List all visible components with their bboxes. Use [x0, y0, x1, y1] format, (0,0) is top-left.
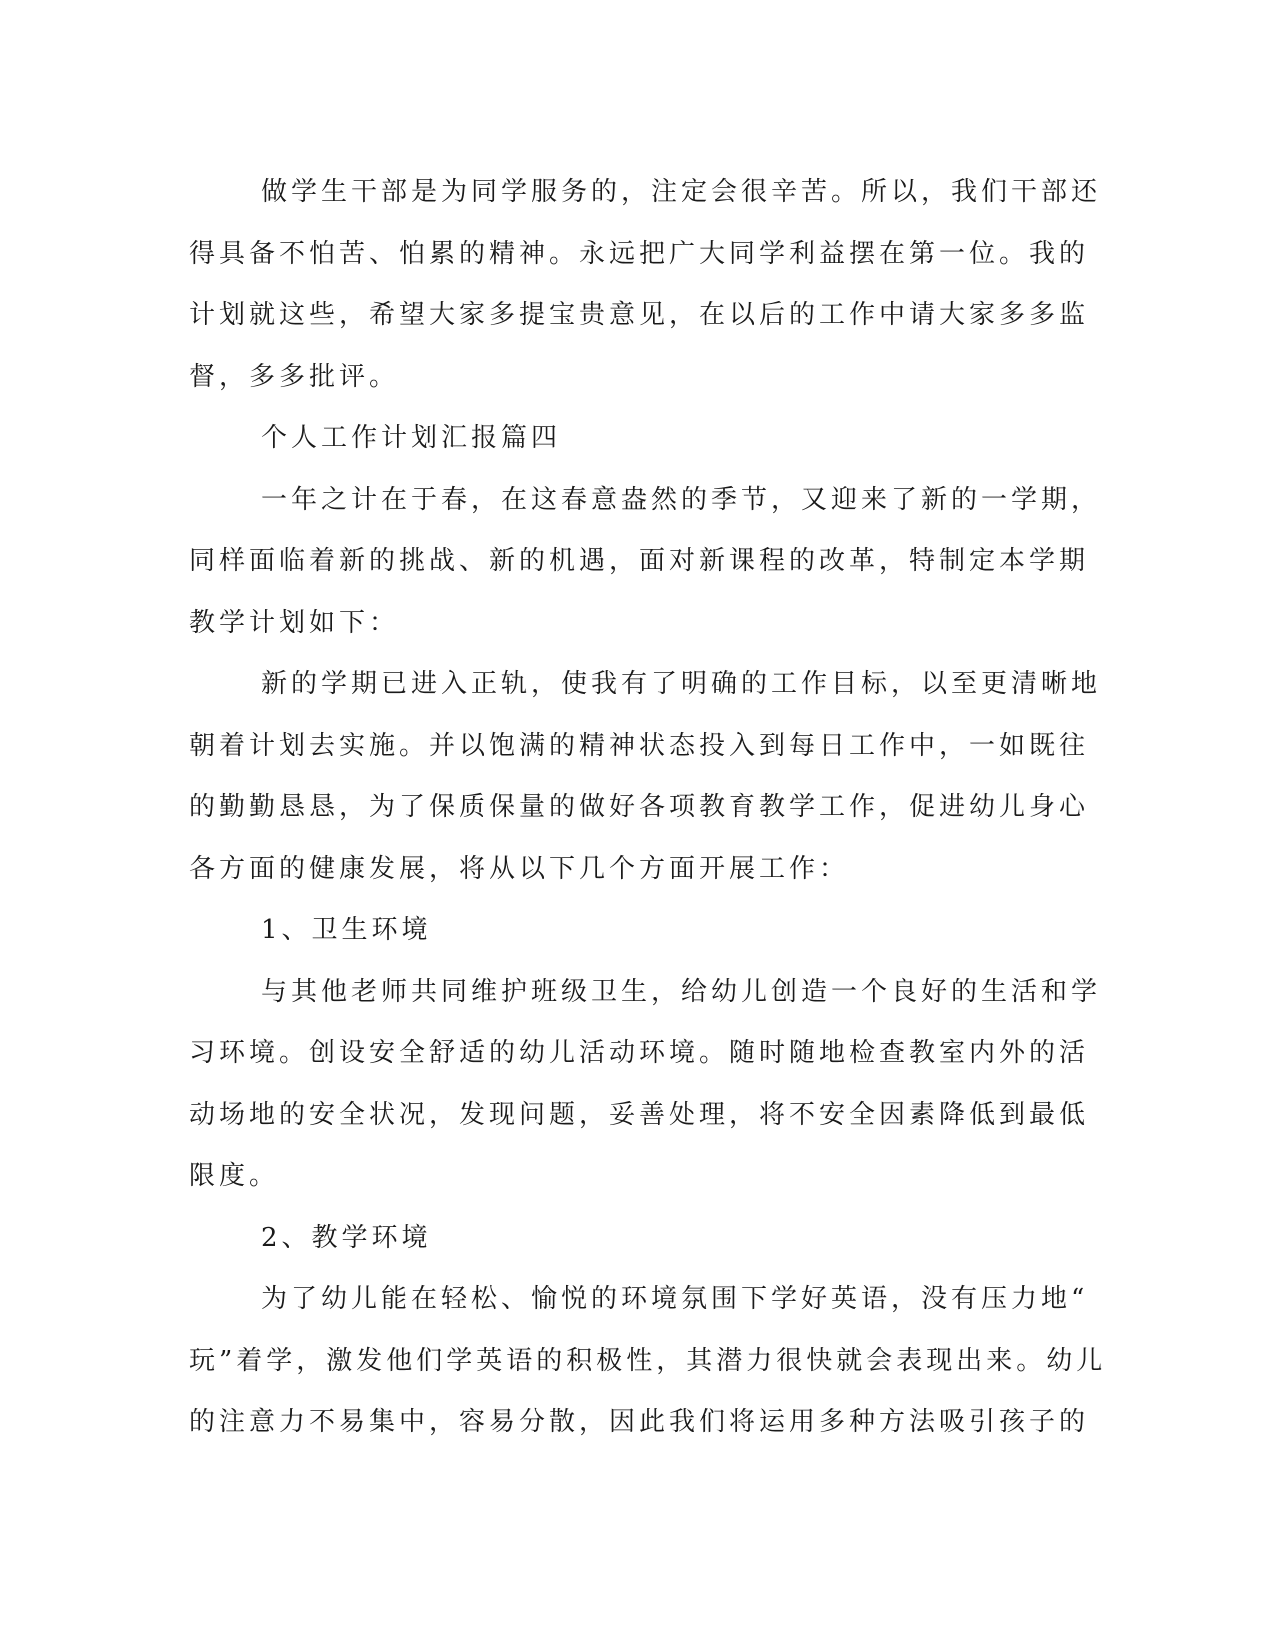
text-line: 的勤勤恳恳，为了保质保量的做好各项教育教学工作，促进幼儿身心 — [189, 792, 1090, 822]
text-line: 动场地的安全状况，发现问题，妥善处理，将不安全因素降低到最低 — [189, 1099, 1090, 1130]
document-body — [189, 162, 1107, 1454]
text-line: 个人工作计划汇报篇四 — [261, 423, 562, 453]
text-line: 教学计划如下： — [189, 607, 400, 638]
text-line: 习环境。创设安全舒适的幼儿活动环境。随时随地检查教室内外的活 — [189, 1038, 1090, 1068]
text-line: 朝着计划去实施。并以饱满的精神状态投入到每日工作中，一如既往 — [189, 730, 1090, 761]
text-line: 一年之计在于春，在这春意盎然的季节，又迎来了新的一学期， — [261, 484, 1102, 515]
paragraph-new-semester — [189, 654, 1102, 900]
text-line: 为了幼儿能在轻松、愉悦的环境氛围下学好英语，没有压力地“ — [261, 1284, 1089, 1314]
text-line: 计划就这些，希望大家多提宝贵意见，在以后的工作中请大家多多监 — [189, 300, 1090, 330]
text-line: 督，多多批评。 — [189, 361, 400, 392]
paragraph-teaching — [189, 1269, 1107, 1454]
text-line: 新的学期已进入正轨，使我有了明确的工作目标，以至更清晰地 — [261, 669, 1102, 699]
paragraph-cadre-service — [189, 162, 1102, 408]
text-line: 1、卫生环境 — [261, 915, 432, 945]
text-line: 做学生干部是为同学服务的，注定会很辛苦。所以，我们干部还 — [261, 177, 1102, 207]
subheading-hygiene — [189, 900, 1071, 962]
text-line: 同样面临着新的挑战、新的机遇，面对新课程的改革，特制定本学期 — [189, 546, 1090, 576]
text-line: 各方面的健康发展，将从以下几个方面开展工作： — [189, 853, 850, 884]
text-line: 玩”着学，激发他们学英语的积极性，其潜力很快就会表现出来。幼儿 — [189, 1345, 1107, 1376]
text-line: 与其他老师共同维护班级卫生，给幼儿创造一个良好的生活和学 — [261, 976, 1102, 1007]
section-heading — [189, 408, 1071, 470]
paragraph-hygiene — [189, 962, 1102, 1208]
text-line: 2、教学环境 — [261, 1222, 432, 1253]
paragraph-spring-intro — [189, 470, 1102, 655]
subheading-teaching — [189, 1208, 1071, 1270]
text-line: 限度。 — [189, 1161, 280, 1191]
text-line: 得具备不怕苦、怕累的精神。永远把广大同学利益摆在第一位。我的 — [189, 238, 1090, 269]
text-line: 的注意力不易集中，容易分散，因此我们将运用多种方法吸引孩子的 — [189, 1407, 1090, 1437]
